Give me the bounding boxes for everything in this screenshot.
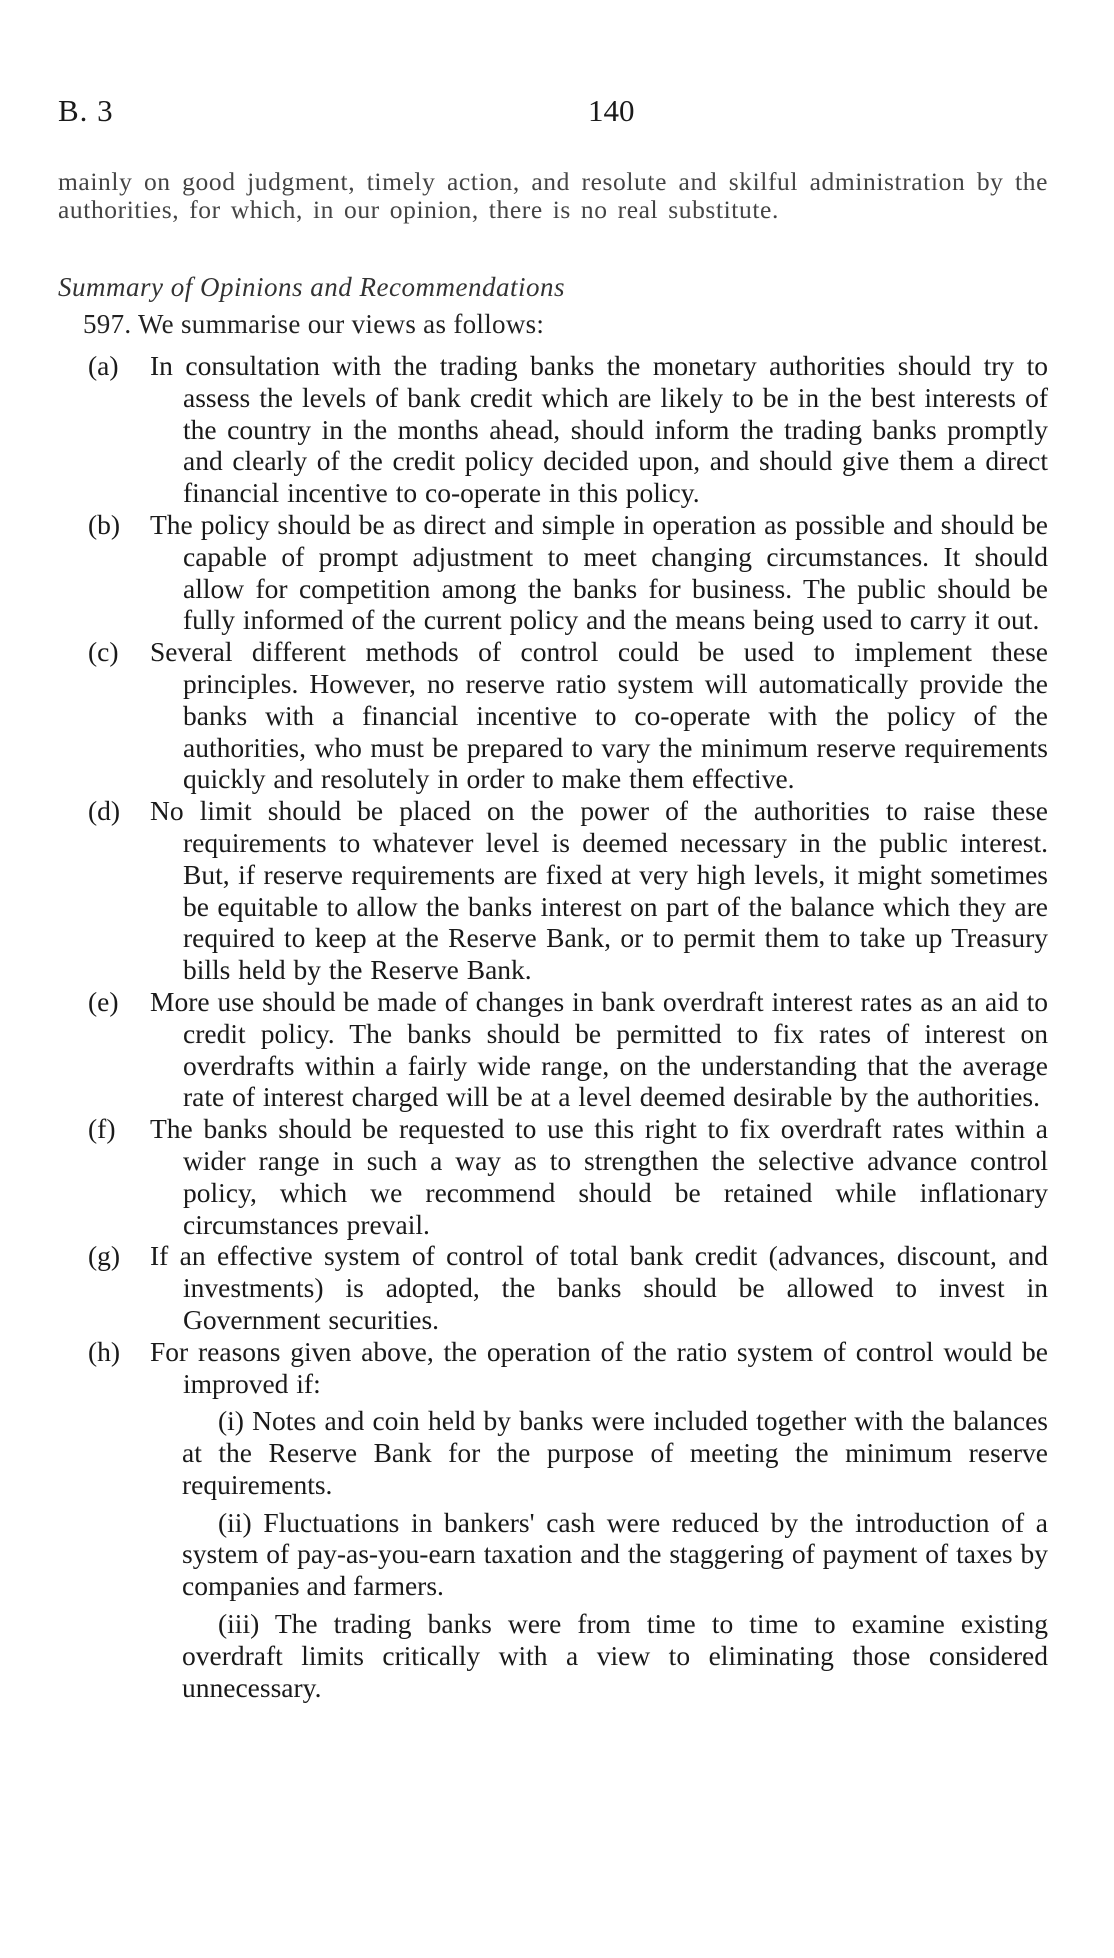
item-text: Several different methods of control could be used to implement these principles. However, no reserve ratio system will automatically provide the banks with a financial incentive to co-operate with the policy of the authorities, who must be prepared to vary the minimum reserve requirements quickly and resolutely in order to make them effective. — [150, 636, 1048, 795]
sub-list-item — [58, 1405, 1048, 1500]
item-label: (g) — [88, 1240, 121, 1272]
item-label: (d) — [88, 795, 121, 827]
item-label: (e) — [88, 985, 119, 1017]
sub-item-label: (iii) — [218, 1608, 260, 1640]
item-text: No limit should be placed on the power of the authorities to raise these requirements to whatever level is deemed necessary in the public interest. But, if reserve requirements are fixed at very high levels, it might sometimes be equitable to allow the banks interest on part of the balance which they are required to keep at the Reserve Bank, or to permit them to take up Treasury bills held by the Reserve Bank. — [150, 795, 1048, 986]
list-item — [58, 350, 1048, 509]
list-item — [58, 1113, 1048, 1240]
sub-list-item — [58, 1608, 1048, 1703]
item-label: (c) — [88, 636, 119, 668]
page-header — [58, 93, 1058, 133]
list-item — [58, 509, 1048, 636]
page-number: 140 — [588, 93, 635, 128]
item-text: The policy should be as direct and simple in operation as possible and should be capable of prompt adjustment to meet changing circumstances. It should allow for competition among the banks for business. The public should be fully informed of the current policy and the means being used to carry it out. — [150, 508, 1048, 636]
item-text: More use should be made of changes in bank overdraft interest rates as an aid to credit policy. The banks should be permitted to fix rates of interest on overdrafts within a fairly wide range, on the understanding that the average rate of interest charged will be at a level deemed desirable by the authorities. — [150, 985, 1048, 1113]
list-item — [58, 986, 1048, 1113]
item-text: If an effective system of control of total bank credit (advances, discount, and investments) is adopted, the banks should be allowed to invest in Government securities. — [150, 1240, 1048, 1335]
intro-paragraph: mainly on good judgment, timely action, and resolute and skilful administration by the authorities, for which, in our opinion, there is no real substitute. — [58, 167, 1048, 224]
list-item — [58, 636, 1048, 795]
list-item — [58, 1336, 1048, 1400]
item-text: For reasons given above, the operation of the ratio system of control would be improved if: — [150, 1335, 1048, 1399]
item-text: The banks should be requested to use this right to fix overdraft rates within a wider range in such a way as to strengthen the selective advance control policy, which we recommend should be retained while inflationary circumstances prevail. — [150, 1113, 1048, 1240]
recommendations-list — [58, 350, 1048, 1703]
page-body — [58, 168, 1048, 1703]
item-label: (h) — [88, 1335, 121, 1367]
sub-item-text: The trading banks were from time to time to examine existing overdraft limits critically with a view to eliminating those considered unnecessary. — [182, 1608, 1048, 1703]
sub-item-label: (ii) — [218, 1506, 252, 1538]
sub-item-text: Notes and coin held by banks were included together with the balances at the Reserve Bank for the purpose of meeting the minimum reserve requirements. — [182, 1405, 1048, 1500]
item-label: (b) — [88, 508, 121, 540]
lead-sentence: 597. We summarise our views as follows: — [83, 309, 545, 339]
sub-item-text: Fluctuations in bankers' cash were reduced by the introduction of a system of pay-as-you-earn taxation and the staggering of payment of taxes by companies and farmers. — [182, 1506, 1049, 1602]
item-label: (f) — [88, 1113, 116, 1145]
list-item — [58, 795, 1048, 986]
sub-list-item — [58, 1507, 1048, 1602]
item-label: (a) — [88, 350, 119, 381]
sub-item-label: (i) — [218, 1405, 244, 1437]
item-text: In consultation with the trading banks the monetary authorities should try to assess the levels of bank credit which are likely to be in the best interests of the country in the months ahead, should inform the trading banks promptly and clearly of the credit policy decided upon, and should give them a direct financial incentive to co-operate in this policy. — [150, 350, 1048, 509]
section-heading: Summary of Opinions and Recommendations — [58, 272, 565, 302]
document-reference: B. 3 — [58, 93, 114, 128]
list-item — [58, 1240, 1048, 1335]
